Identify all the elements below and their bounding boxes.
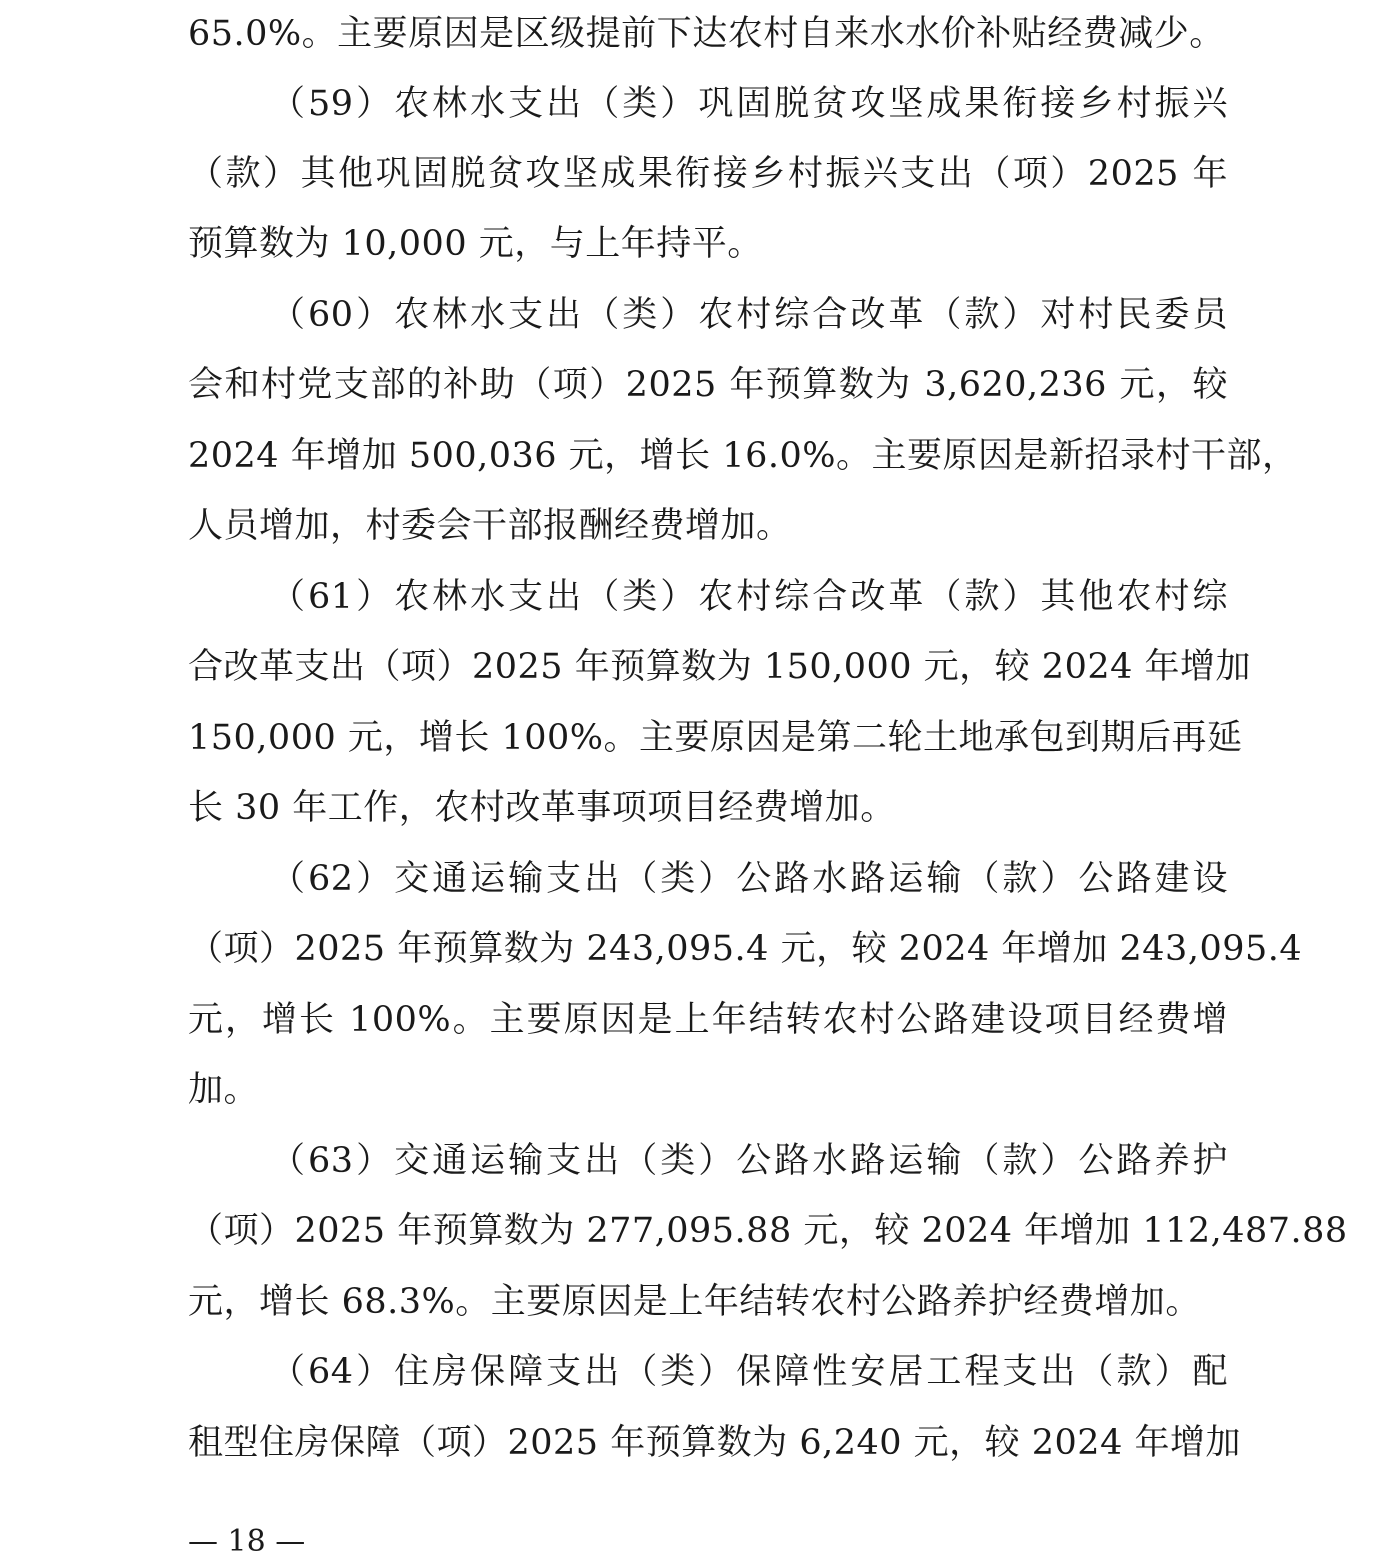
paragraph-59-line: （款）其他巩固脱贫攻坚成果衔接乡村振兴支出（项）2025 年 (188, 154, 1228, 194)
paragraph-61-line: （61）农林水支出（类）农村综合改革（款）其他农村综 (270, 577, 1228, 617)
document-page (188, 0, 1348, 1554)
page-number: — 18 — (188, 1524, 306, 1559)
paragraph-63-line: （项）2025 年预算数为 277,095.88 元，较 2024 年增加 112,487.88 (188, 1211, 1348, 1251)
paragraph-60-line: 2024 年增加 500,036 元，增长 16.0%。主要原因是新招录村干部， (188, 436, 1298, 476)
paragraph-59-line: 预算数为 10,000 元，与上年持平。 (188, 224, 763, 264)
paragraph-63-line: 元，增长 68.3%。主要原因是上年结转农村公路养护经费增加。 (188, 1282, 1201, 1322)
paragraph-64-line: （64）住房保障支出（类）保障性安居工程支出（款）配 (270, 1352, 1228, 1392)
paragraph-64-line: 租型住房保障（项）2025 年预算数为 6,240 元，较 2024 年增加 (188, 1423, 1241, 1463)
paragraph-62-line: （项）2025 年预算数为 243,095.4 元，较 2024 年增加 243,095.4 (188, 929, 1303, 969)
paragraph-62-line: （62）交通运输支出（类）公路水路运输（款）公路建设 (270, 859, 1228, 899)
paragraph-60-line: （60）农林水支出（类）农村综合改革（款）对村民委员 (270, 295, 1228, 335)
paragraph-60-line: 会和村党支部的补助（项）2025 年预算数为 3,620,236 元，较 (188, 365, 1228, 405)
paragraph-60-line: 人员增加，村委会干部报酬经费增加。 (188, 506, 792, 546)
paragraph-62-line: 加。 (188, 1070, 260, 1110)
paragraph-61-line: 150,000 元，增长 100%。主要原因是第二轮土地承包到期后再延 (188, 718, 1243, 758)
text-line: 65.0%。主要原因是区级提前下达农村自来水水价补贴经费减少。 (188, 14, 1225, 54)
paragraph-59-line: （59）农林水支出（类）巩固脱贫攻坚成果衔接乡村振兴 (270, 84, 1228, 124)
paragraph-61-line: 合改革支出（项）2025 年预算数为 150,000 元，较 2024 年增加 (188, 647, 1252, 687)
paragraph-62-line: 元，增长 100%。主要原因是上年结转农村公路建设项目经费增 (188, 1000, 1228, 1040)
paragraph-61-line: 长 30 年工作，农村改革事项项目经费增加。 (188, 788, 896, 828)
paragraph-63-line: （63）交通运输支出（类）公路水路运输（款）公路养护 (270, 1141, 1228, 1181)
